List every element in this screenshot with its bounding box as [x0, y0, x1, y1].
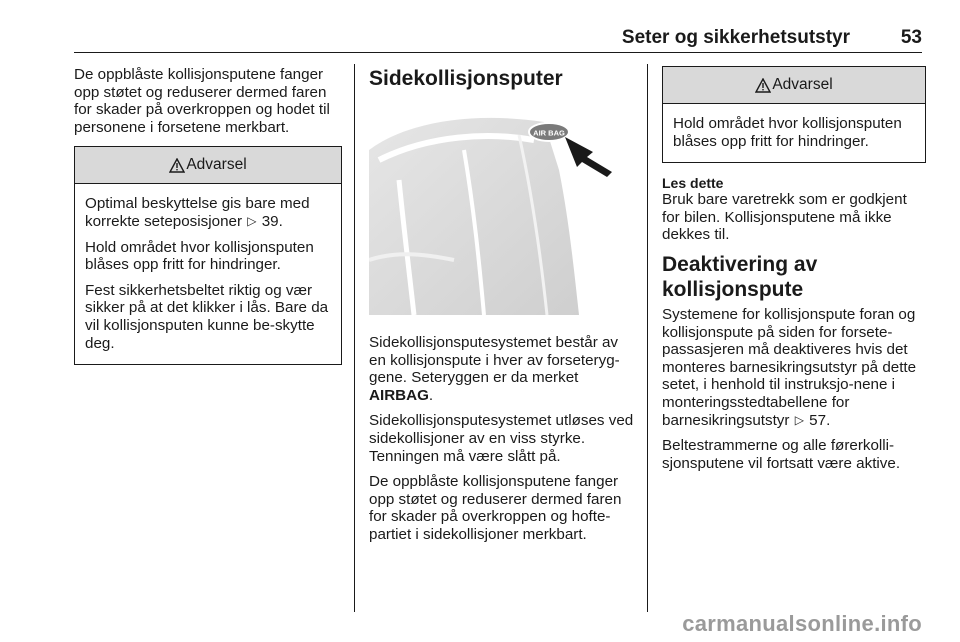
- warning-paragraph: Hold området hvor kollisjonsputen blåses opp fritt for hindringer.: [673, 115, 902, 150]
- page-reference-icon: ▷: [794, 412, 804, 427]
- warning-text: Optimal beskyttelse gis bare med korrekte seteposisjoner: [85, 195, 310, 230]
- page-reference: 57.: [809, 411, 831, 429]
- warning-paragraph: Hold området hvor kollisjonsputen blåses opp fritt for hindringer.: [85, 238, 314, 274]
- body-text: .: [428, 386, 434, 404]
- page-header: [74, 22, 922, 53]
- column-divider: [354, 64, 355, 612]
- watermark: carmanualsonline.info: [682, 611, 922, 636]
- section-heading: Sidekollisjonsputer: [369, 67, 563, 90]
- column-right: [662, 66, 926, 480]
- warning-title: Advarsel: [186, 156, 247, 174]
- section-heading: Deaktivering av kollisjonspute: [662, 252, 818, 301]
- warning-paragraph: Fest sikkerhetsbeltet riktig og vær sikker på at det klikker i lås. Bare da vil kollisjonsputen kunne be-skytte deg.: [85, 281, 329, 352]
- warning-header: [75, 147, 341, 184]
- column-middle: [369, 66, 634, 552]
- airbag-label: AIR BAG: [533, 128, 565, 138]
- page-reference: 39.: [261, 212, 283, 230]
- body-text: Sidekollisjonsputesystemet består av en kollisjonspute i hver av forseteryg-gene. Seteryggen er da merket: [369, 334, 620, 387]
- page-reference-icon: ▷: [247, 213, 257, 228]
- body-paragraph: Beltestrammerne og alle førerkolli-sjonsputene vil fortsatt være aktive.: [662, 437, 901, 472]
- body-paragraph: [369, 334, 634, 404]
- airbag-mark: AIRBAG: [369, 386, 429, 404]
- body-paragraph: Sidekollisjonsputesystemet utløses ved sidekollisjoner av en viss styrke. Tenningen må være slått på.: [369, 412, 634, 465]
- warning-triangle-icon: [169, 158, 185, 173]
- intro-paragraph: De oppblåste kollisjonsputene fanger opp støtet og reduserer dermed faren for skader på overkroppen og hodet til personene i forsetene merkbart.: [74, 66, 330, 136]
- warning-title: Advarsel: [772, 76, 833, 93]
- note-text: Bruk bare varetrekk som er godkjent for bilen. Kollisjonsputene må ikke dekkes til.: [662, 191, 907, 244]
- note-block: [662, 175, 926, 244]
- warning-box: [662, 66, 926, 163]
- note-title: Les dette: [662, 175, 724, 192]
- warning-triangle-icon: [755, 78, 771, 93]
- warning-paragraph: [85, 195, 331, 230]
- header-title: Seter og sikkerhetsutstyr: [621, 27, 850, 48]
- page-number: 53: [900, 27, 922, 48]
- body-paragraph: De oppblåste kollisjonsputene fanger opp støtet og reduserer dermed faren for skader på overkroppen og hofte-partiet i sidekollisjoner merkbart.: [369, 473, 622, 543]
- warning-body: [663, 104, 925, 162]
- seat-airbag-illustration: [369, 110, 634, 315]
- warning-body: [75, 184, 341, 364]
- warning-box: [74, 146, 342, 365]
- body-text: Systemene for kollisjonspute foran og kollisjonspute på siden for forsete-passasjeren må deaktiveres hvis det monteres barnesikringsutstyr på dette setet, i henhold til instruksjo-nene i monteringsstedtabellene for barnesikringsutstyr: [662, 305, 917, 429]
- warning-header: [663, 67, 925, 104]
- column-divider: [647, 64, 648, 612]
- body-paragraph: [662, 306, 926, 429]
- column-left: [74, 66, 342, 365]
